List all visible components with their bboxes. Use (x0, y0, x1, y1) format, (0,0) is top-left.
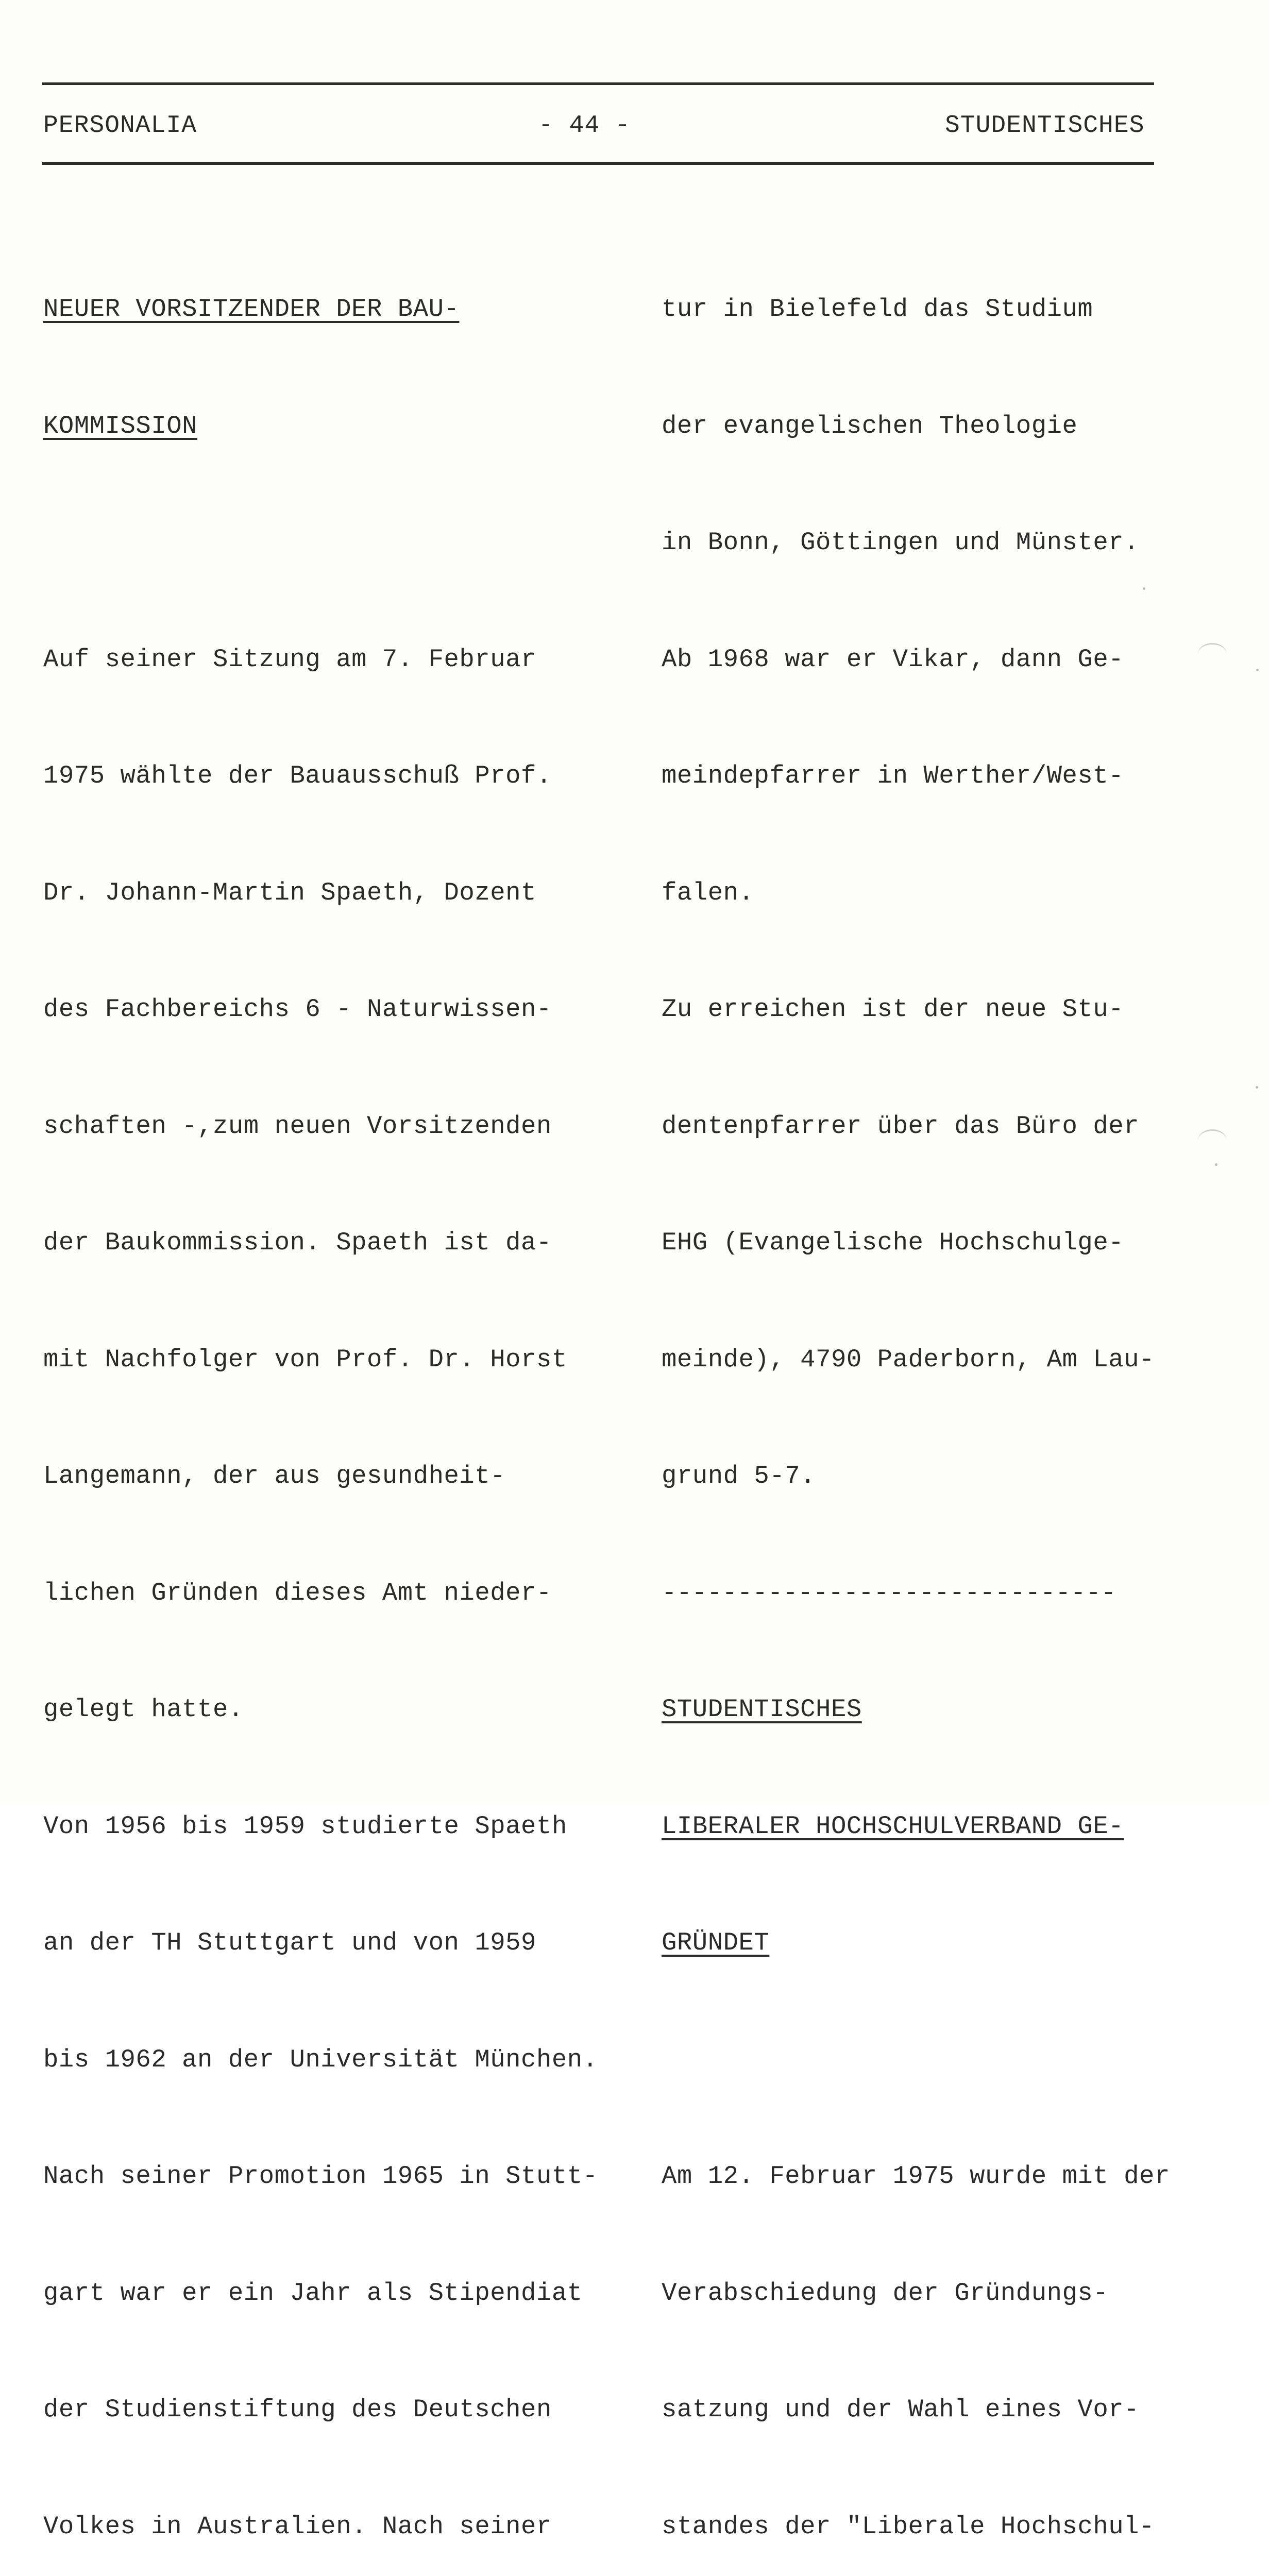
header-bottom-rule (42, 162, 1154, 165)
article2-body-line: meinde), 4790 Paderborn, Am Lau- (662, 1345, 1155, 1374)
article1-body-line: Auf seiner Sitzung am 7. Februar (43, 645, 536, 674)
article2-body-line: Ab 1968 war er Vikar, dann Ge- (662, 645, 1124, 674)
article3-body-line: Verabschiedung der Gründungs- (662, 2278, 1109, 2308)
header-top-rule (42, 82, 1154, 85)
article2-body-line: Zu erreichen ist der neue Stu- (662, 995, 1124, 1024)
article1-body-line: Volkes in Australien. Nach seiner (43, 2512, 552, 2541)
article1-body-line: Dr. Johann-Martin Spaeth, Dozent (43, 878, 536, 907)
article2-body-line: tur in Bielefeld das Studium (662, 295, 1093, 324)
article1-body-line: an der TH Stuttgart und von 1959 (43, 1928, 536, 1957)
article1-heading-line: KOMMISSION (43, 411, 198, 440)
article1-body-line: gelegt hatte. (43, 1695, 244, 1724)
scan-speck (1256, 1086, 1258, 1089)
article2-body-line: EHG (Evangelische Hochschulge- (662, 1228, 1124, 1257)
article3-body-line: satzung und der Wahl eines Vor- (662, 2395, 1140, 2424)
punch-hole-mark (1198, 1129, 1227, 1151)
article1-body-line: der Baukommission. Spaeth ist da- (43, 1228, 552, 1257)
article2-body-line: meindepfarrer in Werther/West- (662, 761, 1124, 790)
article1-body-line: gart war er ein Jahr als Stipendiat (43, 2278, 583, 2308)
article3-heading-line: GRÜNDET (662, 1928, 770, 1957)
punch-hole-mark (1198, 643, 1227, 665)
article2-body-line: falen. (662, 878, 754, 907)
article3-heading-line: LIBERALER HOCHSCHULVERBAND GE- (662, 1811, 1124, 1841)
article3-section-heading: STUDENTISCHES (662, 1695, 862, 1724)
scan-speck (1143, 587, 1145, 590)
article1-body-line: Nach seiner Promotion 1965 in Stutt- (43, 2162, 598, 2191)
article2-body-line: in Bonn, Göttingen und Münster. (662, 528, 1140, 557)
article1-heading-line: NEUER VORSITZENDER DER BAU- (43, 295, 460, 324)
article1-body-line: lichen Gründen dieses Amt nieder- (43, 1578, 552, 1607)
article1-body-line: mit Nachfolger von Prof. Dr. Horst (43, 1345, 567, 1374)
article1-body-line: schaften -,zum neuen Vorsitzenden (43, 1111, 552, 1141)
article1-body-line: des Fachbereichs 6 - Naturwissen- (43, 995, 552, 1024)
article1-body-line: bis 1962 an der Universität München. (43, 2045, 598, 2074)
article1-body-line: 1975 wählte der Bauausschuß Prof. (43, 761, 552, 790)
article2-body-line: grund 5-7. (662, 1462, 816, 1490)
header-section-left: PERSONALIA (43, 112, 197, 140)
separator-dashes: ------------------------------ (662, 1578, 1116, 1607)
header-section-right: STUDENTISCHES (945, 112, 1145, 140)
article1-body-line: Langemann, der aus gesundheit- (43, 1462, 506, 1490)
scan-speck (1256, 669, 1259, 671)
left-column (43, 212, 641, 2576)
article2-body-line: dentenpfarrer über das Büro der (662, 1111, 1140, 1141)
article3-body-line: Am 12. Februar 1975 wurde mit der (662, 2162, 1170, 2191)
page-number: - 44 - (538, 112, 631, 140)
article3-body-line: standes der "Liberale Hochschul- (662, 2512, 1155, 2541)
article1-body-line: Von 1956 bis 1959 studierte Spaeth (43, 1811, 567, 1841)
right-column (662, 212, 1177, 2576)
article2-body-line: der evangelischen Theologie (662, 411, 1078, 440)
article1-body-line: der Studienstiftung des Deutschen (43, 2395, 552, 2424)
scan-speck (1215, 1163, 1217, 1166)
